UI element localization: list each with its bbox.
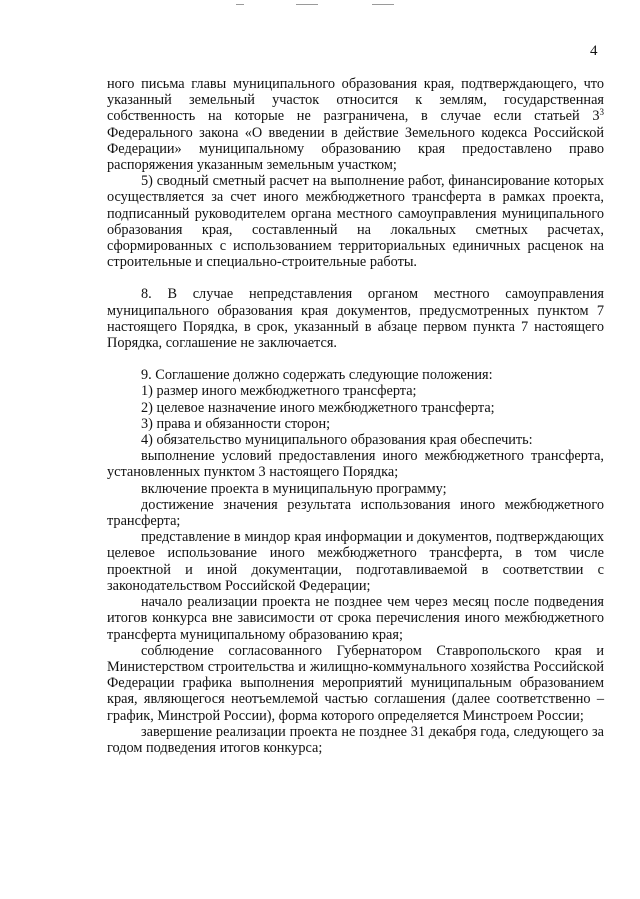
- obligation-item: включение проекта в муниципальную программу;: [141, 480, 447, 497]
- list-item: 1) размер иного межбюджетного трансферта;: [141, 383, 417, 400]
- obligation-item: соблюдение согласованного Губернатором Ставропольского края и Министерством строительства и жилищно-коммунального хозяйства Российской Федерации графика выполнения мероприятий муниципальным образованием края, являющегося неотъемлемой частью соглашения (далее соответственно – график, Минстрой России), форма которого определяется Минстроем России;: [107, 642, 604, 724]
- superscript-article-number: 3: [599, 107, 604, 118]
- paragraph-point-9: 9. Соглашение должно содержать следующие положения:: [141, 367, 493, 384]
- paragraph-item-5: 5) сводный сметный расчет на выполнение работ, финансирование которых осуществляется за счет иного межбюджетного трансферта в рамках проекта, подписанный руководителем органа местного самоуправления муниципального образования края, составленный на локальных сметных расчетах, сформированных с использованием территориальных единичных расценок на строительные и специально-строительные работы.: [107, 173, 604, 271]
- list-item: 2) целевое назначение иного межбюджетного трансферта;: [141, 399, 495, 416]
- page-number: 4: [590, 43, 598, 59]
- obligation-item: начало реализации проекта не позднее чем через месяц после подведения итогов конкурса вне зависимости от срока перечисления иного межбюджетного трансферта муниципальному образованию края;: [107, 594, 604, 643]
- list-item: 3) права и обязанности сторон;: [141, 415, 331, 432]
- obligation-item: представление в миндор края информации и документов, подтверждающих целевое использование иного межбюджетного трансферта, в том числе проектной и иной документации, подготавливаемой в соответствии с законодательством Российской Федерации;: [107, 529, 604, 594]
- obligation-item: достижение значения результата использования иного межбюджетного трансферта;: [107, 496, 604, 530]
- obligation-item: выполнение условий предоставления иного межбюджетного трансферта, установленных пунктом 3 настоящего Порядка;: [107, 448, 604, 481]
- document-body: [107, 76, 604, 756]
- scan-artifact-marks: [236, 2, 396, 6]
- paragraph-point-8: 8. В случае непредставления органом местного самоуправления муниципального образования края документов, предусмотренных пунктом 7 настоящего Порядка, в срок, указанный в абзаце первом пункта 7 настоящего Порядка, соглашение не заключается.: [107, 286, 604, 352]
- paragraph-continuation: ного письма главы муниципального образования края, подтверждающего, что указанный земельный участок относится к землям, государственная собственность на которые не разграничена, в случае если статьей $3^3$ Федерального закона «О введении в действие Земельного кодекса Российской Федерации» муниципальному образованию края предоставлено право распоряжения указанным земельным участком;: [107, 76, 604, 174]
- list-item: 4) обязательство муниципального образования края обеспечить:: [141, 432, 533, 449]
- obligation-item: завершение реализации проекта не позднее 31 декабря года, следующего за годом подведения итогов конкурса;: [107, 723, 604, 756]
